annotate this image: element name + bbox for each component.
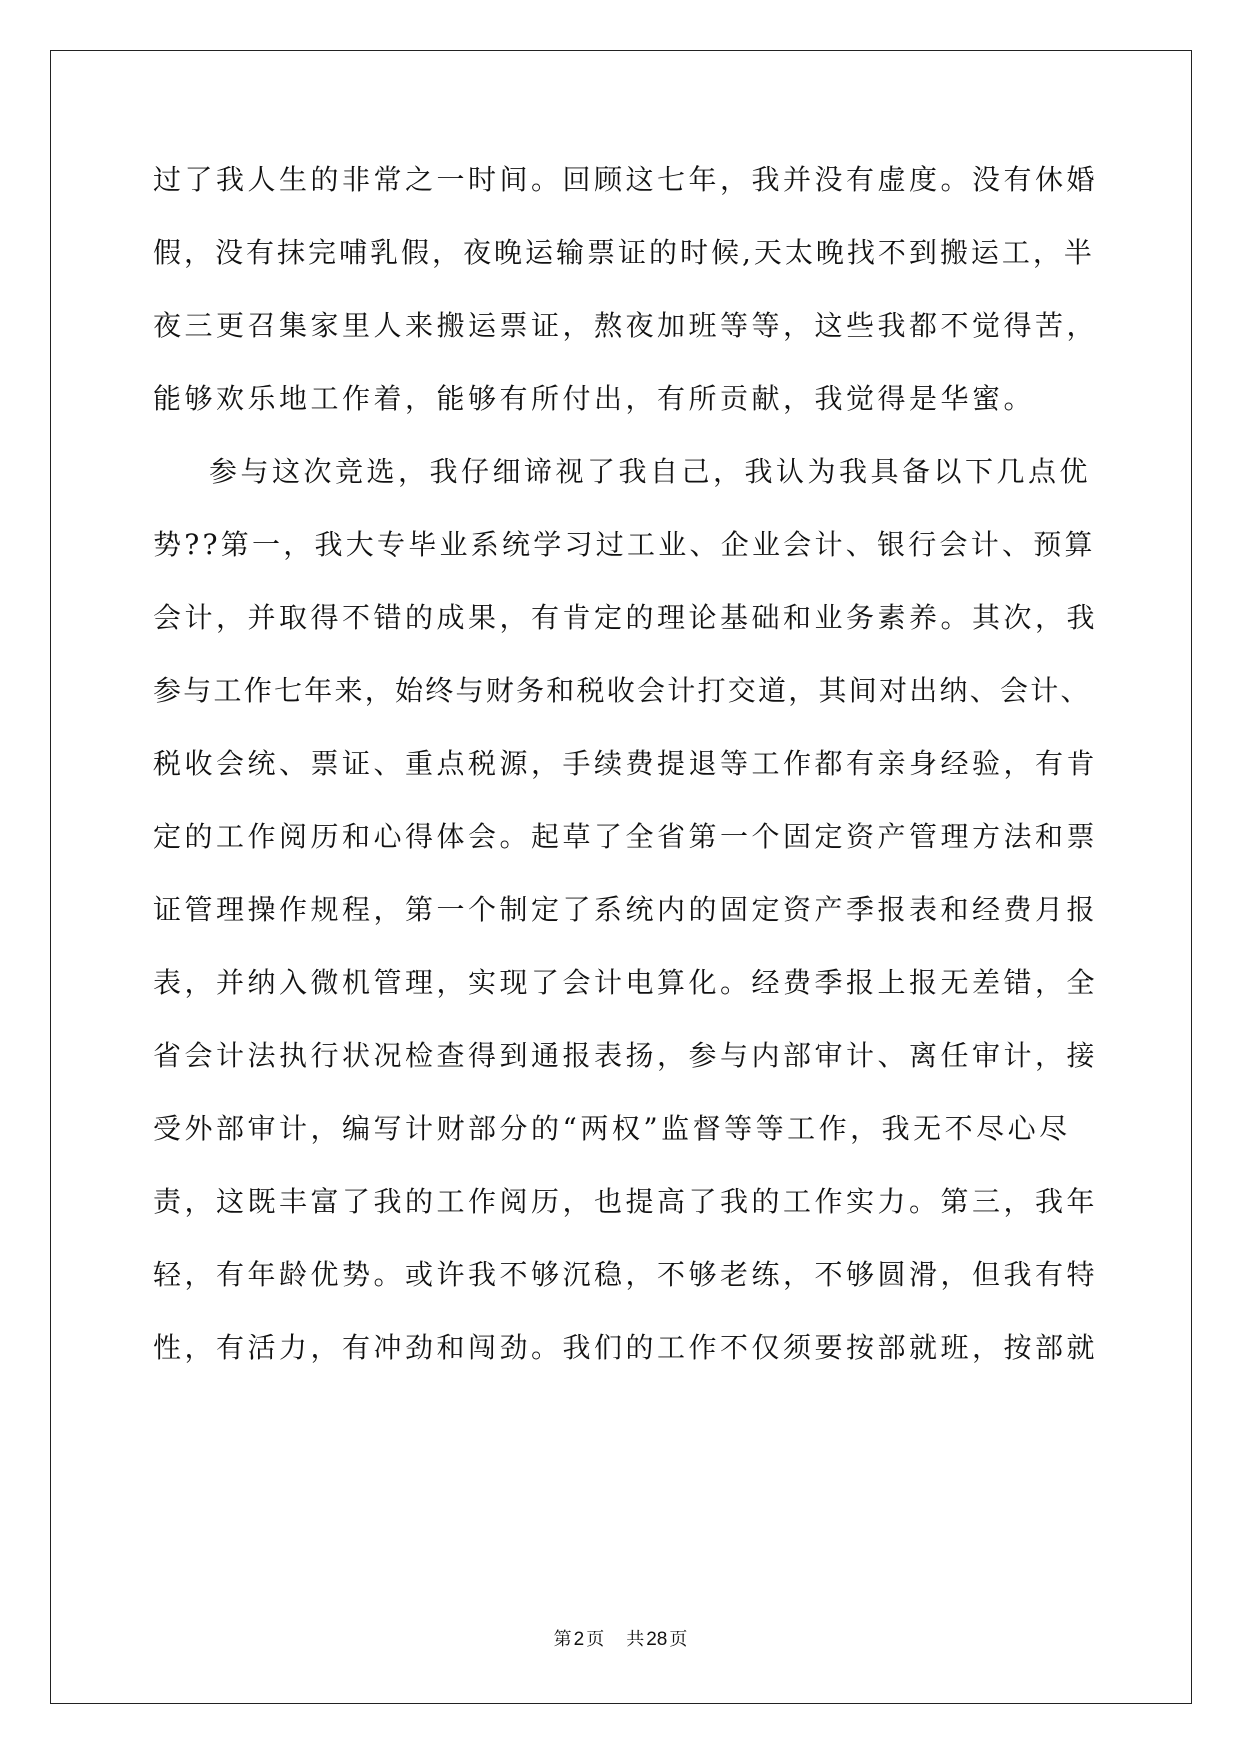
page-border: [50, 50, 1192, 1704]
text-line: 假，没有抹完哺乳假，夜晚运输票证的时候,天太晚找不到搬运工，半: [153, 236, 1095, 269]
text-line: 证管理操作规程，第一个制定了系统内的固定资产季报表和经费月报: [153, 893, 1099, 926]
total-suffix: 页: [669, 1629, 688, 1650]
paragraph-first-line: 参与这次竞选，我仔细谛视了我自己，我认为我具备以下几点优: [209, 455, 1092, 488]
page-prefix: 第: [553, 1629, 572, 1650]
text-line: 性，有活力，有冲劲和闯劲。我们的工作不仅须要按部就班，按部就: [153, 1331, 1099, 1364]
page-footer: [0, 1628, 1241, 1652]
text-line: 省会计法执行状况检查得到通报表扬，参与内部审计、离任审计，接: [153, 1039, 1099, 1072]
text-line: 过了我人生的非常之一时间。回顾这七年，我并没有虚度。没有休婚: [153, 163, 1099, 196]
text-line: 受外部审计，编写计财部分的“两权”监督等等工作，我无不尽心尽: [153, 1112, 1071, 1145]
text-line: 参与工作七年来，始终与财务和税收会计打交道，其间对出纳、会计、: [153, 674, 1091, 707]
page-number: 2: [573, 1629, 585, 1650]
text-line: 定的工作阅历和心得体会。起草了全省第一个固定资产管理方法和票: [153, 820, 1099, 853]
page-suffix: 页: [586, 1629, 605, 1650]
text-line: 会计，并取得不错的成果，有肯定的理论基础和业务素养。其次，我: [153, 601, 1099, 634]
text-line: 势??第一，我大专毕业系统学习过工业、企业会计、银行会计、预算: [153, 528, 1096, 561]
total-prefix: 共: [626, 1629, 645, 1650]
total-pages: 28: [646, 1629, 668, 1650]
text-line: 轻，有年龄优势。或许我不够沉稳，不够老练，不够圆滑，但我有特: [153, 1258, 1099, 1291]
text-line: 表，并纳入微机管理，实现了会计电算化。经费季报上报无差错，全: [153, 966, 1099, 999]
text-line: 能够欢乐地工作着，能够有所付出，有所贡献，我觉得是华蜜。: [153, 382, 1036, 415]
text-line: 责，这既丰富了我的工作阅历，也提高了我的工作实力。第三，我年: [153, 1185, 1099, 1218]
text-line: 税收会统、票证、重点税源，手续费提退等工作都有亲身经验，有肯: [153, 747, 1099, 780]
text-line: 夜三更召集家里人来搬运票证，熬夜加班等等，这些我都不觉得苦，: [153, 309, 1099, 342]
